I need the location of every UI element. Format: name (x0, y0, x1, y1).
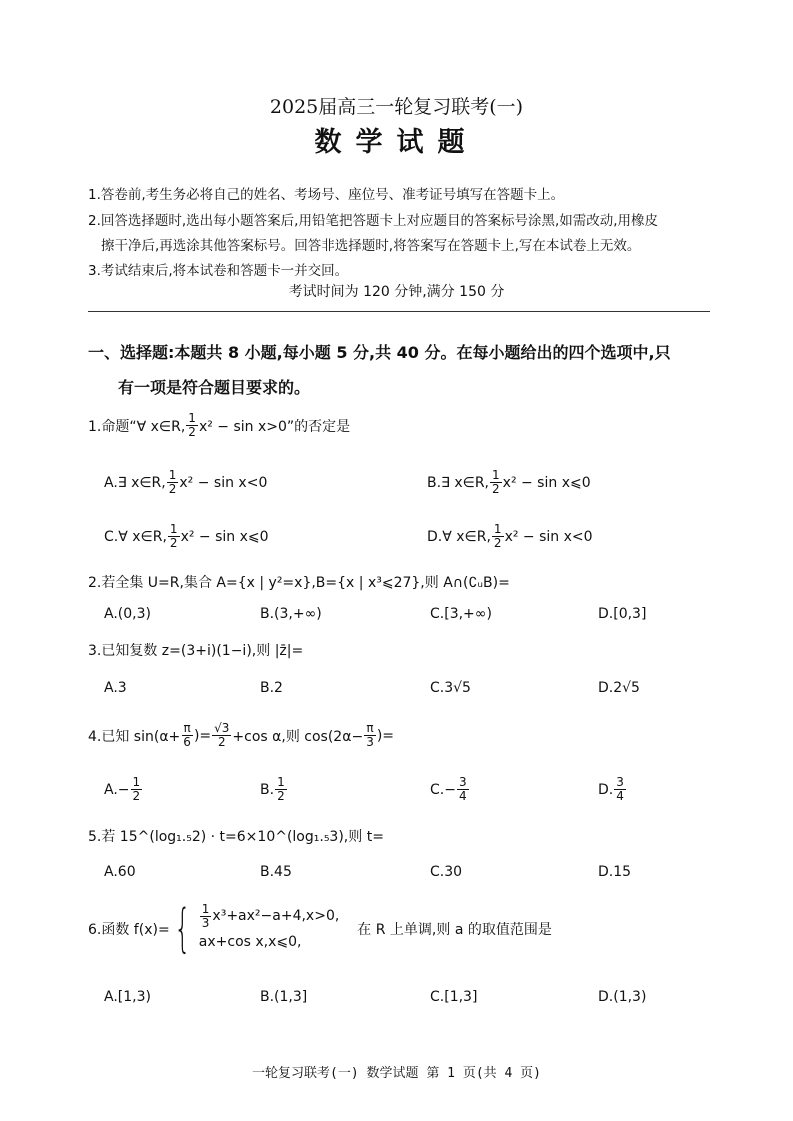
question-3: 3.已知复数 z=(3+i)(1−i),则 |z̄|= (88, 643, 304, 659)
q6-option-a: A.[1,3) (104, 989, 151, 1005)
section-heading: 一、选择题:本题共 8 小题,每小题 5 分,共 40 分。在每小题给出的四个选项中,只 (88, 343, 671, 362)
q3-option-a: A.3 (104, 680, 127, 696)
divider (88, 311, 710, 312)
piecewise-brace: { (173, 899, 191, 959)
q5-option-c: C.30 (430, 864, 463, 880)
q5-option-b: B.45 (260, 864, 292, 880)
page-footer: 一轮复习联考(一) 数学试题 第 1 页(共 4 页) (252, 1066, 541, 1081)
q6-option-b: B.(1,3] (260, 989, 308, 1005)
q3-option-c: C.3√5 (430, 680, 471, 696)
instruction-2-cont: 擦干净后,再选涂其他答案标号。回答非选择题时,将答案写在答题卡上,写在本试卷上无效。 (101, 238, 641, 254)
q4-option-b: B. $\frac{1}{2}$ (260, 775, 285, 803)
time-note: 考试时间为 120 分钟,满分 150 分 (288, 284, 505, 300)
q1-option-d: D.∀ x∈R, $\frac{1}{2}$ x² − sin x<0 (427, 522, 593, 550)
q3-option-b: B.2 (260, 680, 283, 696)
subject-title: 数学试题 (314, 127, 479, 158)
section-heading-cont: 有一项是符合题目要求的。 (118, 378, 311, 397)
q5-option-a: A.60 (104, 864, 136, 880)
q2-option-c: C.[3,+∞) (430, 606, 492, 622)
q1-option-b: B.∃ x∈R, $\frac{1}{2}$ x² − sin x⩽0 (427, 468, 591, 496)
exam-title: 2025届高三一轮复习联考(一) (269, 96, 524, 118)
instruction-1: 1.答卷前,考生务必将自己的姓名、考场号、座位号、准考证号填写在答题卡上。 (88, 187, 565, 203)
q6-option-d: D.(1,3) (598, 989, 647, 1005)
q1-option-a: A.∃ x∈R, $\frac{1}{2}$ x² − sin x<0 (104, 468, 268, 496)
q5-option-d: D.15 (598, 864, 632, 880)
q2-option-d: D.[0,3] (598, 606, 647, 622)
question-6: 6.函数 f(x)= { $\frac{1}{3}$ x³+ax²−a+4,x>0, ax+cos x,x⩽0, 在 R 上单调,则 a 的取值范围是 (88, 899, 552, 959)
piecewise-cases: $\frac{1}{3}$ x³+ax²−a+4,x>0, ax+cos x,x⩽0, (198, 901, 340, 950)
q2-option-a: A.(0,3) (104, 606, 151, 622)
q1-option-c: C.∀ x∈R, $\frac{1}{2}$ x² − sin x⩽0 (104, 522, 269, 550)
q3-option-d: D.2√5 (598, 680, 640, 696)
question-1: 1.命题“∀ x∈R, $\frac{1}{2}$ x² − sin x>0”的否定是 (88, 411, 351, 439)
q2-option-b: B.(3,+∞) (260, 606, 322, 622)
q4-option-c: C.− $\frac{3}{4}$ (430, 775, 467, 803)
instruction-2: 2.回答选择题时,选出每小题答案后,用铅笔把答题卡上对应题目的答案标号涂黑,如需改动,用橡皮 (88, 213, 659, 229)
question-5: 5.若 15^(log₁.₅2) · t=6×10^(log₁.₅3),则 t= (88, 829, 384, 845)
instruction-3: 3.考试结束后,将本试卷和答题卡一并交回。 (88, 263, 349, 279)
question-2: 2.若全集 U=R,集合 A={x | y²=x},B={x | x³⩽27},则 A∩(∁ᵤB)= (88, 575, 510, 591)
q4-option-d: D. $\frac{3}{4}$ (598, 775, 624, 803)
q4-option-a: A.− $\frac{1}{2}$ (104, 775, 141, 803)
q6-option-c: C.[1,3] (430, 989, 478, 1005)
question-4: 4.已知 sin(α+ $\frac{\pi}{6}$ )= $\frac{√3}{2}$ +cos α,则 cos(2α− $\frac{\pi}{3}$ )= (88, 721, 395, 749)
